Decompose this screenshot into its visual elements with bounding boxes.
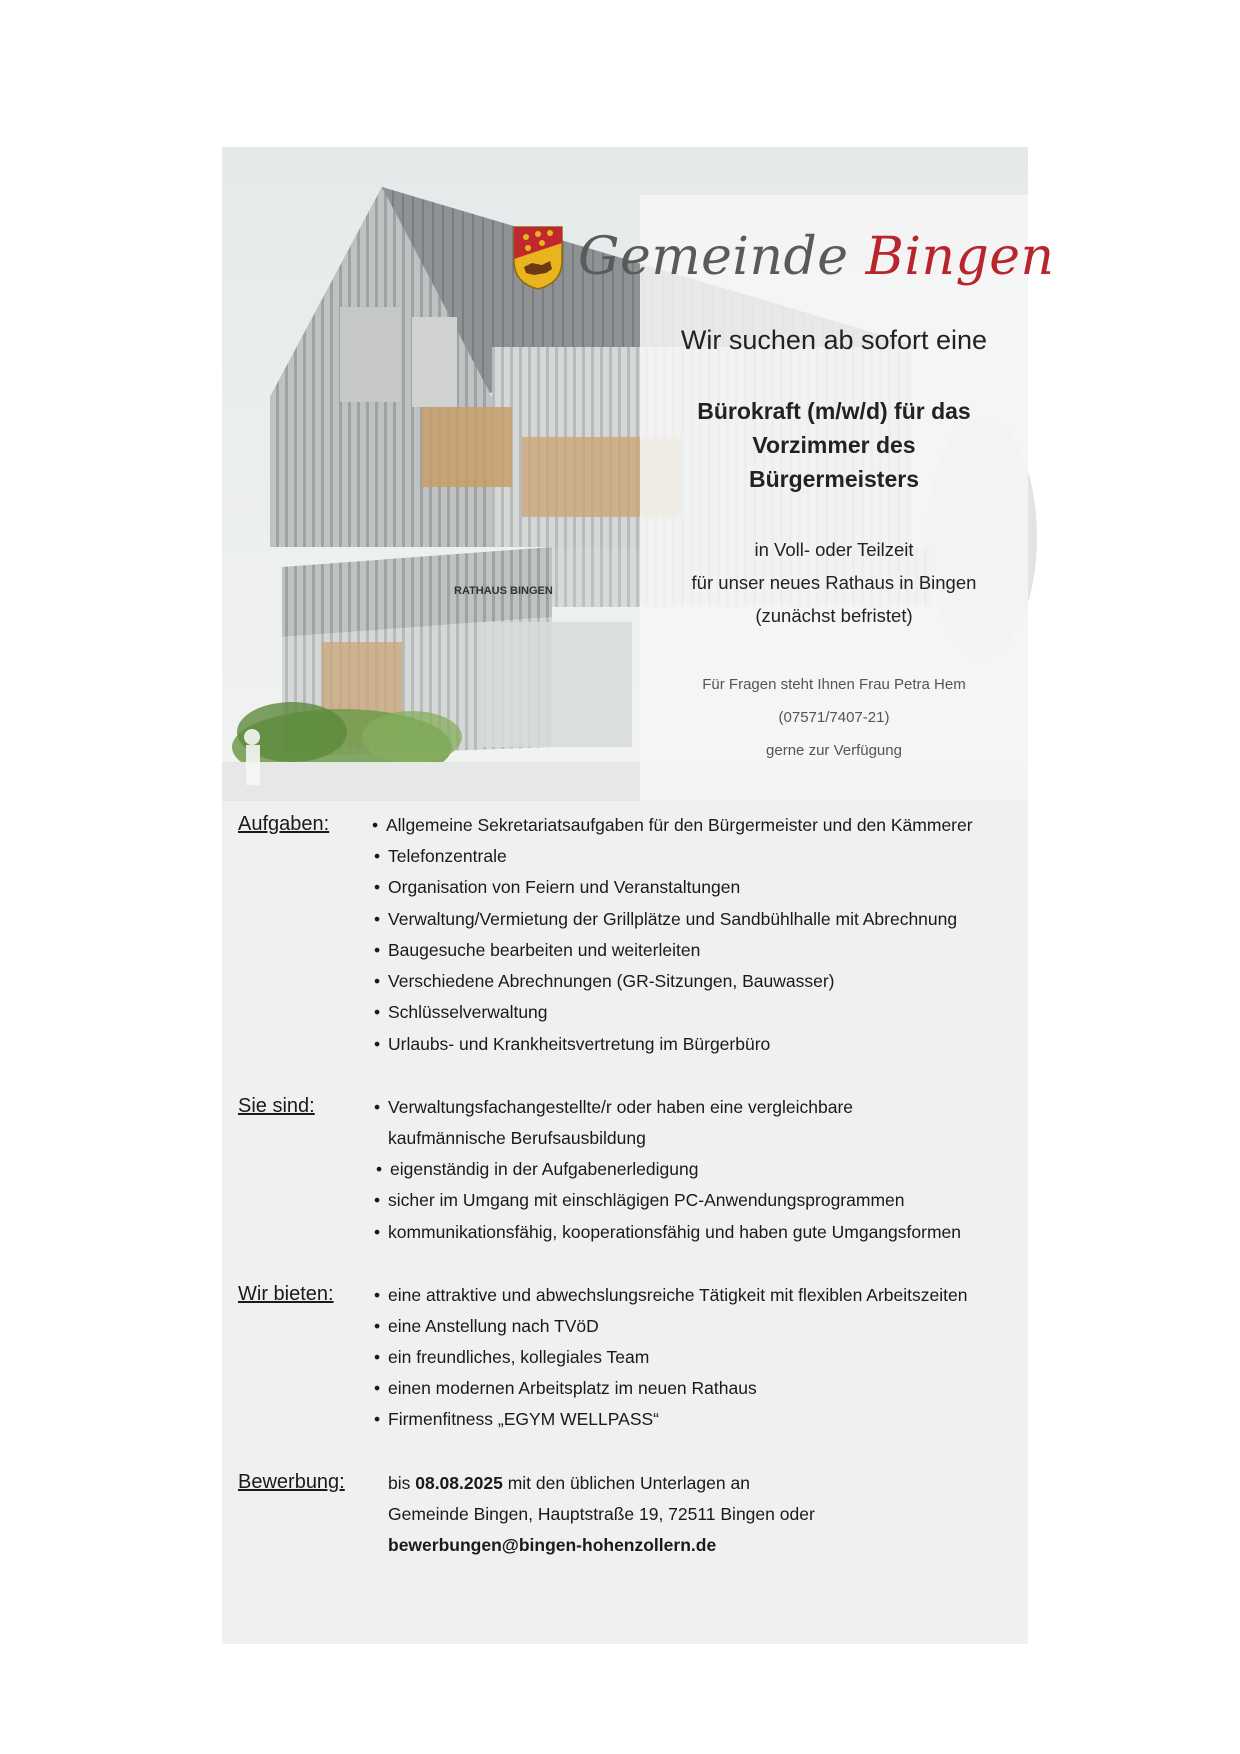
logo-word-gemeinde: Gemeinde bbox=[578, 227, 849, 287]
section-label-bewerbung: Bewerbung: bbox=[238, 1471, 345, 1493]
job-title-line-2: Vorzimmer des bbox=[752, 432, 916, 458]
list-item: • Firmenfitness „EGYM WELLPASS“ bbox=[374, 1409, 659, 1429]
job-title-line-3: Bürgermeisters bbox=[748, 466, 920, 492]
building-sign: RATHAUS BINGEN bbox=[454, 585, 553, 597]
logo-wordmark bbox=[578, 227, 1055, 287]
list-item: • Baugesuche bearbeiten und weiterleiten bbox=[374, 940, 701, 960]
municipality-logo bbox=[512, 219, 1055, 299]
intro-line: Wir suchen ab sofort eine bbox=[680, 325, 988, 355]
section-label-wir-bieten: Wir bieten: bbox=[238, 1283, 334, 1305]
coat-of-arms-icon bbox=[512, 225, 564, 291]
list-item: • Organisation von Feiern und Veranstaltungen bbox=[374, 877, 741, 897]
section-label-aufgaben: Aufgaben: bbox=[238, 813, 330, 835]
contract-term: (zunächst befristet) bbox=[755, 605, 913, 626]
list-item: • Urlaubs- und Krankheitsvertretung im Bürgerbüro bbox=[374, 1034, 771, 1054]
list-item: • sicher im Umgang mit einschlägigen PC-Anwendungsprogrammen bbox=[374, 1190, 905, 1210]
list-item: • eine attraktive und abwechslungsreiche Tätigkeit mit flexiblen Arbeitszeiten bbox=[374, 1285, 968, 1305]
employment-type: in Voll- oder Teilzeit bbox=[754, 539, 914, 560]
application-address: Gemeinde Bingen, Hauptstraße 19, 72511 Bingen oder bbox=[388, 1504, 815, 1524]
logo-word-bingen: Bingen bbox=[865, 227, 1055, 287]
list-item: • kommunikationsfähig, kooperationsfähig und haben gute Umgangsformen bbox=[374, 1222, 961, 1242]
application-deadline: 08.08.2025 bbox=[415, 1473, 503, 1493]
application-email-link[interactable]: bewerbungen@bingen-hohenzollern.de bbox=[388, 1535, 717, 1555]
contact-person: Für Fragen steht Ihnen Frau Petra Hem bbox=[702, 676, 966, 693]
list-item-continuation: kaufmännische Berufsausbildung bbox=[388, 1128, 646, 1148]
list-item: • Allgemeine Sekretariatsaufgaben für den Bürgermeister und den Kämmerer bbox=[372, 815, 973, 835]
list-item: • ein freundliches, kollegiales Team bbox=[374, 1347, 650, 1367]
list-item: • Schlüsselverwaltung bbox=[374, 1002, 548, 1022]
workplace-line: für unser neues Rathaus in Bingen bbox=[691, 572, 977, 593]
job-title-line-1: Bürokraft (m/w/d) für das bbox=[697, 398, 971, 424]
list-item: • Verwaltungsfachangestellte/r oder haben eine vergleichbare bbox=[374, 1097, 854, 1117]
list-item: • eigenständig in der Aufgabenerledigung bbox=[376, 1159, 699, 1179]
list-item: • eine Anstellung nach TVöD bbox=[374, 1316, 599, 1336]
list-item: • Telefonzentrale bbox=[374, 846, 507, 866]
section-label-sie-sind: Sie sind: bbox=[238, 1095, 315, 1117]
list-item: • Verschiedene Abrechnungen (GR-Sitzungen, Bauwasser) bbox=[374, 971, 835, 991]
application-deadline-line: bis 08.08.2025 mit den üblichen Unterlagen an bbox=[388, 1473, 750, 1493]
job-ad-poster bbox=[222, 147, 1055, 1644]
contact-phone: (07571/7407-21) bbox=[778, 709, 890, 726]
contact-closing: gerne zur Verfügung bbox=[766, 742, 902, 759]
list-item: • einen modernen Arbeitsplatz im neuen Rathaus bbox=[374, 1378, 757, 1398]
list-item: • Verwaltung/Vermietung der Grillplätze und Sandbühlhalle mit Abrechnung bbox=[374, 909, 958, 929]
